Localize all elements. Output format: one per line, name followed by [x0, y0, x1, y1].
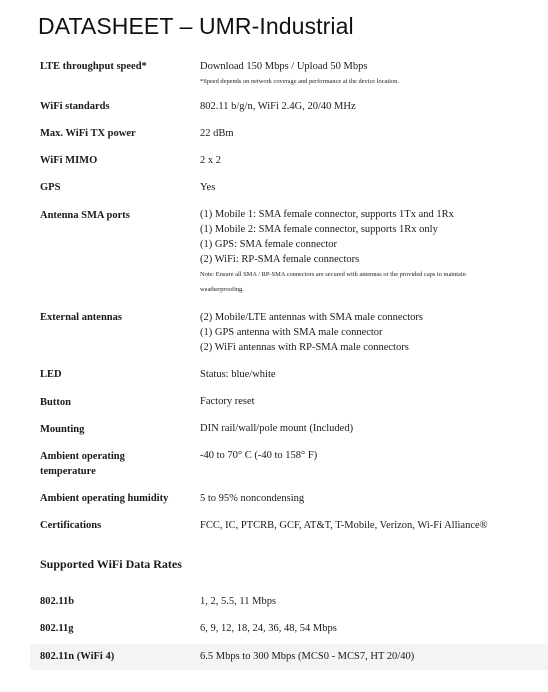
section-heading-wifi-rates: Supported WiFi Data Rates: [40, 557, 182, 571]
antenna-port-line: (1) Mobile 1: SMA female connector, supports 1Tx and 1Rx: [200, 209, 454, 220]
label-button: Button: [40, 397, 71, 408]
value-wifi-tx-power: 22 dBm: [200, 128, 234, 139]
lte-throughput-note: *Speed depends on network coverage and performance at the device location.: [200, 78, 399, 85]
antenna-port-line: (2) WiFi: RP-SMA female connectors: [200, 254, 360, 265]
label-wifi-standards: WiFi standards: [40, 101, 110, 112]
page-title: DATASHEET – UMR-Industrial: [38, 13, 354, 39]
value-gps: Yes: [200, 182, 216, 193]
label-mounting: Mounting: [40, 424, 85, 435]
label-rate-80211b: 802.11b: [40, 596, 75, 607]
ambient-temperature-label-line: Ambient operating: [40, 451, 125, 462]
label-wifi-mimo: WiFi MIMO: [40, 155, 98, 166]
value-certifications: FCC, IC, PTCRB, GCF, AT&T, T-Mobile, Verizon, Wi-Fi Alliance®: [200, 520, 488, 531]
label-rate-80211g: 802.11g: [40, 623, 74, 634]
antenna-note-line: Note: Ensure all SMA / RP-SMA connectors are secured with antennas or the provided caps to maintain: [200, 271, 466, 278]
label-lte-throughput: LTE throughput speed*: [40, 61, 147, 72]
value-rate-80211b: 1, 2, 5.5, 11 Mbps: [200, 596, 277, 607]
value-rate-80211n: 6.5 Mbps to 300 Mbps (MCS0 - MCS7, HT 20/40): [200, 651, 415, 662]
external-antenna-line: (2) Mobile/LTE antennas with SMA male connectors: [200, 312, 423, 323]
label-ambient-temperature: [40, 449, 190, 479]
value-button: Factory reset: [200, 396, 255, 407]
label-antenna-sma-ports: Antenna SMA ports: [40, 210, 130, 221]
label-gps: GPS: [40, 182, 61, 193]
value-rate-80211g: 6, 9, 12, 18, 24, 36, 48, 54 Mbps: [200, 623, 337, 634]
label-rate-80211n: 802.11n (WiFi 4): [40, 651, 115, 662]
label-led: LED: [40, 369, 62, 380]
value-external-antennas: [200, 310, 540, 355]
value-wifi-mimo: 2 x 2: [200, 155, 221, 166]
label-wifi-tx-power: Max. WiFi TX power: [40, 128, 136, 139]
value-ambient-temperature: -40 to 70° C (-40 to 158° F): [200, 450, 318, 461]
external-antenna-line: (2) WiFi antennas with RP-SMA male connectors: [200, 342, 409, 353]
value-led: Status: blue/white: [200, 369, 276, 380]
lte-throughput-text: Download 150 Mbps / Upload 50 Mbps: [200, 61, 368, 72]
external-antenna-line: (1) GPS antenna with SMA male connector: [200, 327, 383, 338]
value-lte-throughput: [200, 59, 540, 89]
label-external-antennas: External antennas: [40, 312, 122, 323]
value-mounting: DIN rail/wall/pole mount (Included): [200, 423, 354, 434]
value-antenna-sma-ports: [200, 207, 540, 297]
ambient-temperature-label-line: temperature: [40, 466, 96, 477]
antenna-note-line: weatherproofing.: [200, 286, 244, 293]
value-ambient-humidity: 5 to 95% noncondensing: [200, 493, 305, 504]
label-certifications: Certifications: [40, 520, 102, 531]
antenna-port-line: (1) GPS: SMA female connector: [200, 239, 338, 250]
value-wifi-standards: 802.11 b/g/n, WiFi 2.4G, 20/40 MHz: [200, 101, 356, 112]
label-ambient-humidity: Ambient operating humidity: [40, 493, 169, 504]
antenna-port-line: (1) Mobile 2: SMA female connector, supports 1Rx only: [200, 224, 438, 235]
